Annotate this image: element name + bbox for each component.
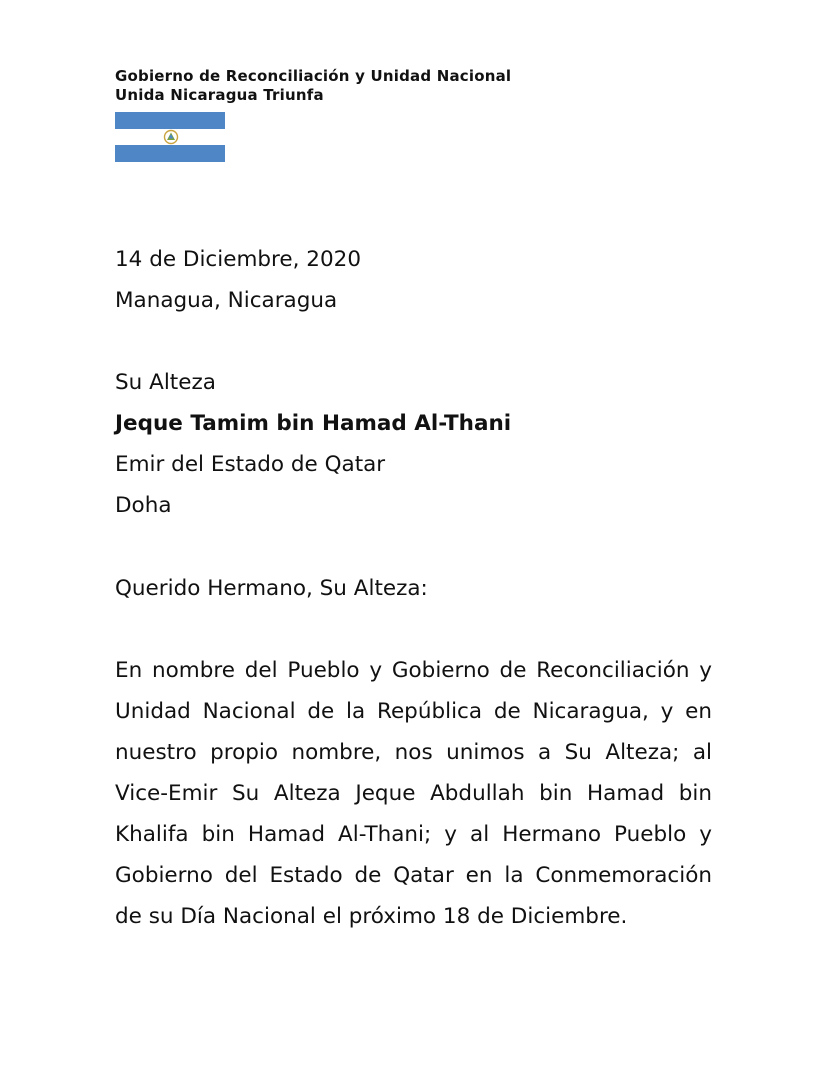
addressee-honorific: Su Alteza	[115, 370, 216, 395]
letter-place: Managua, Nicaragua	[115, 288, 338, 313]
letterhead	[115, 67, 615, 105]
body-line: En nombre del Pueblo y Gobierno de Reconciliación y	[115, 658, 712, 683]
salutation-block	[115, 568, 715, 609]
letter-body-paragraph	[115, 650, 712, 937]
body-line: Unidad Nacional de la República de Nicaragua, y en	[115, 699, 712, 724]
date-place-block	[115, 239, 715, 321]
flag-top-band	[115, 112, 225, 129]
addressee-city: Doha	[115, 493, 172, 518]
nicaragua-coat-of-arms-icon	[163, 129, 179, 145]
body-line: de su Día Nacional el próximo 18 de Diciembre.	[115, 904, 628, 929]
nicaragua-flag	[115, 112, 225, 162]
flag-bottom-band	[115, 145, 225, 162]
body-line: Khalifa bin Hamad Al-Thani; y al Hermano Pueblo y	[115, 822, 712, 847]
addressee-title: Emir del Estado de Qatar	[115, 452, 386, 477]
letter-date: 14 de Diciembre, 2020	[115, 247, 362, 272]
body-line: Vice-Emir Su Alteza Jeque Abdullah bin Hamad bin	[115, 781, 712, 806]
body-line: Gobierno del Estado de Qatar en la Conmemoración	[115, 863, 712, 888]
addressee-name: Jeque Tamim bin Hamad Al-Thani	[115, 411, 512, 436]
body-line: nuestro propio nombre, nos unimos a Su Alteza; al	[115, 740, 712, 765]
addressee-block	[115, 362, 715, 526]
salutation: Querido Hermano, Su Alteza:	[115, 576, 428, 601]
letterhead-government-name: Gobierno de Reconciliación y Unidad Nacional	[115, 67, 512, 85]
letterhead-slogan: Unida Nicaragua Triunfa	[115, 86, 324, 104]
